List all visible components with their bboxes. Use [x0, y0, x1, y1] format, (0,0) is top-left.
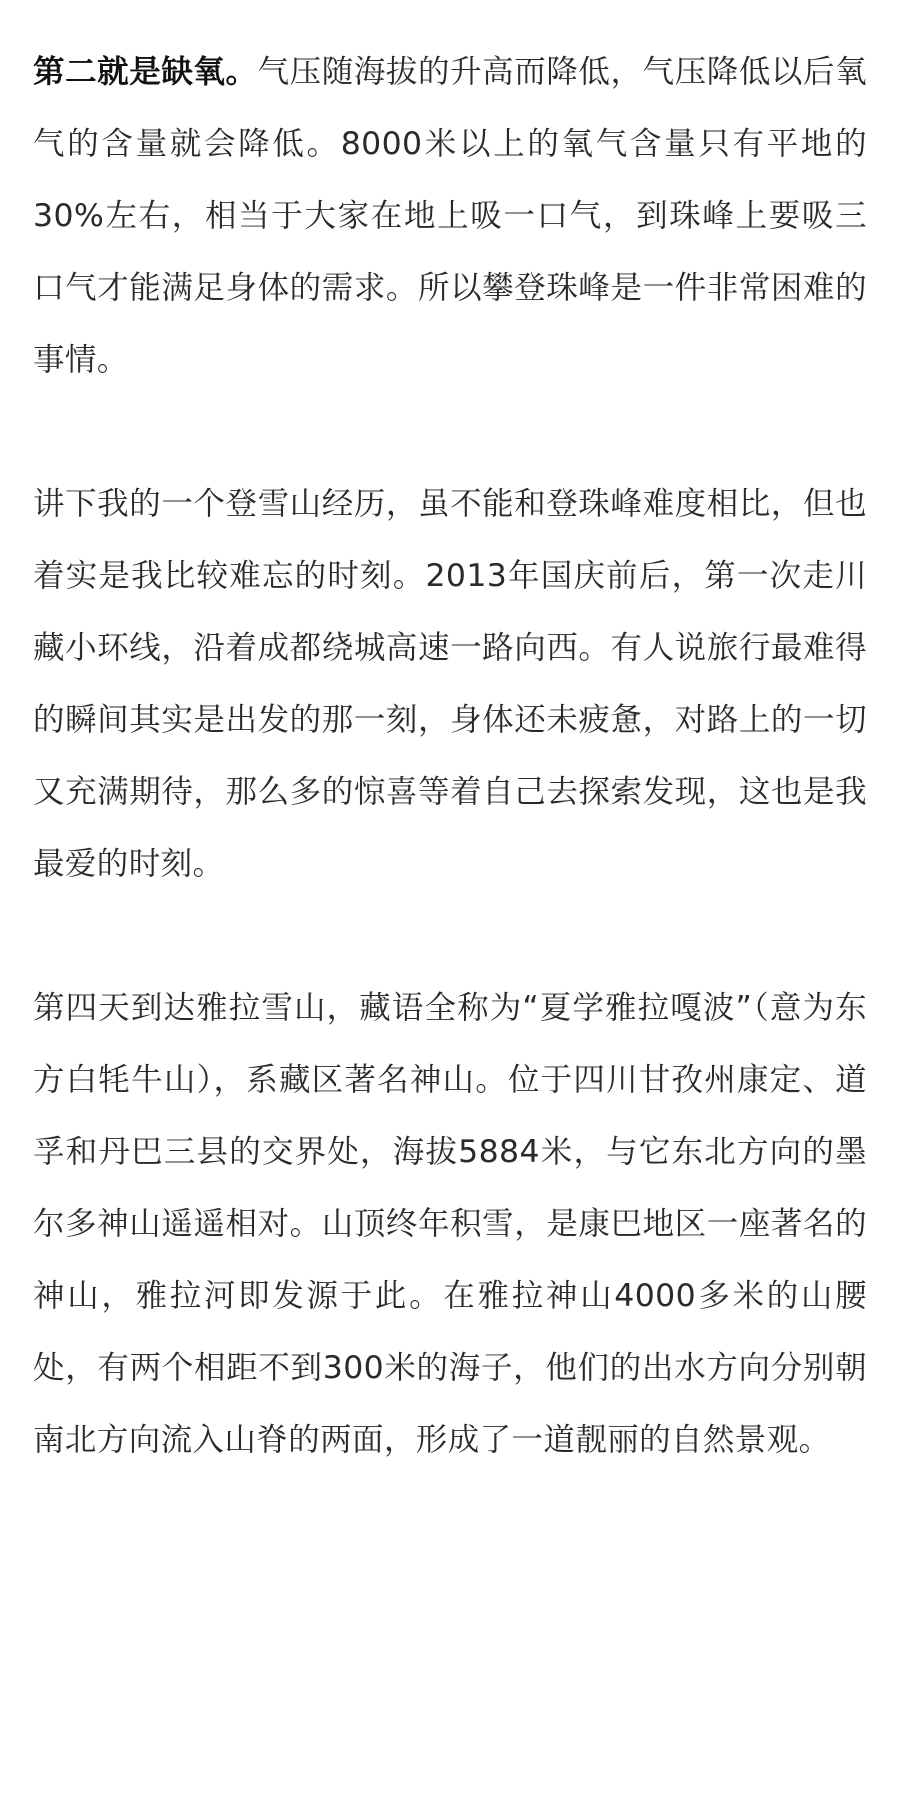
paragraph-text: 第四天到达雅拉雪山，藏语全称为“夏学雅拉嘎波”（意为东方白牦牛山），系藏区著名神山。位于四川甘孜州康定、道孚和丹巴三县的交界处，海拔5884米，与它东北方向的墨尔多神山遥遥相对。山顶终年积雪，是康巴地区一座著名的神山，雅拉河即发源于此。在雅拉神山4000多米的山腰处，有两个相距不到300米的海子，他们的出水方向分别朝南北方向流入山脊的两面，形成了一道靓丽的自然景观。: [33, 990, 867, 1458]
article-body: [33, 36, 867, 1476]
paragraph-text: 气压随海拔的升高而降低，气压降低以后氧气的含量就会降低。8000米以上的氧气含量只有平地的30%左右，相当于大家在地上吸一口气，到珠峰上要吸三口气才能满足身体的需求。所以攀登珠峰是一件非常困难的事情。: [33, 54, 867, 378]
paragraph-oxygen: [33, 36, 867, 396]
paragraph-snow-mountain-experience: [33, 468, 867, 900]
paragraph-yala-snow-mountain: [33, 972, 867, 1476]
paragraph-text: 讲下我的一个登雪山经历，虽不能和登珠峰难度相比，但也着实是我比较难忘的时刻。2013年国庆前后，第一次走川藏小环线，沿着成都绕城高速一路向西。有人说旅行最难得的瞬间其实是出发的那一刻，身体还未疲惫，对路上的一切又充满期待，那么多的惊喜等着自己去探索发现，这也是我最爱的时刻。: [33, 486, 867, 882]
paragraph-lead-bold: 第二就是缺氧。: [33, 54, 258, 90]
